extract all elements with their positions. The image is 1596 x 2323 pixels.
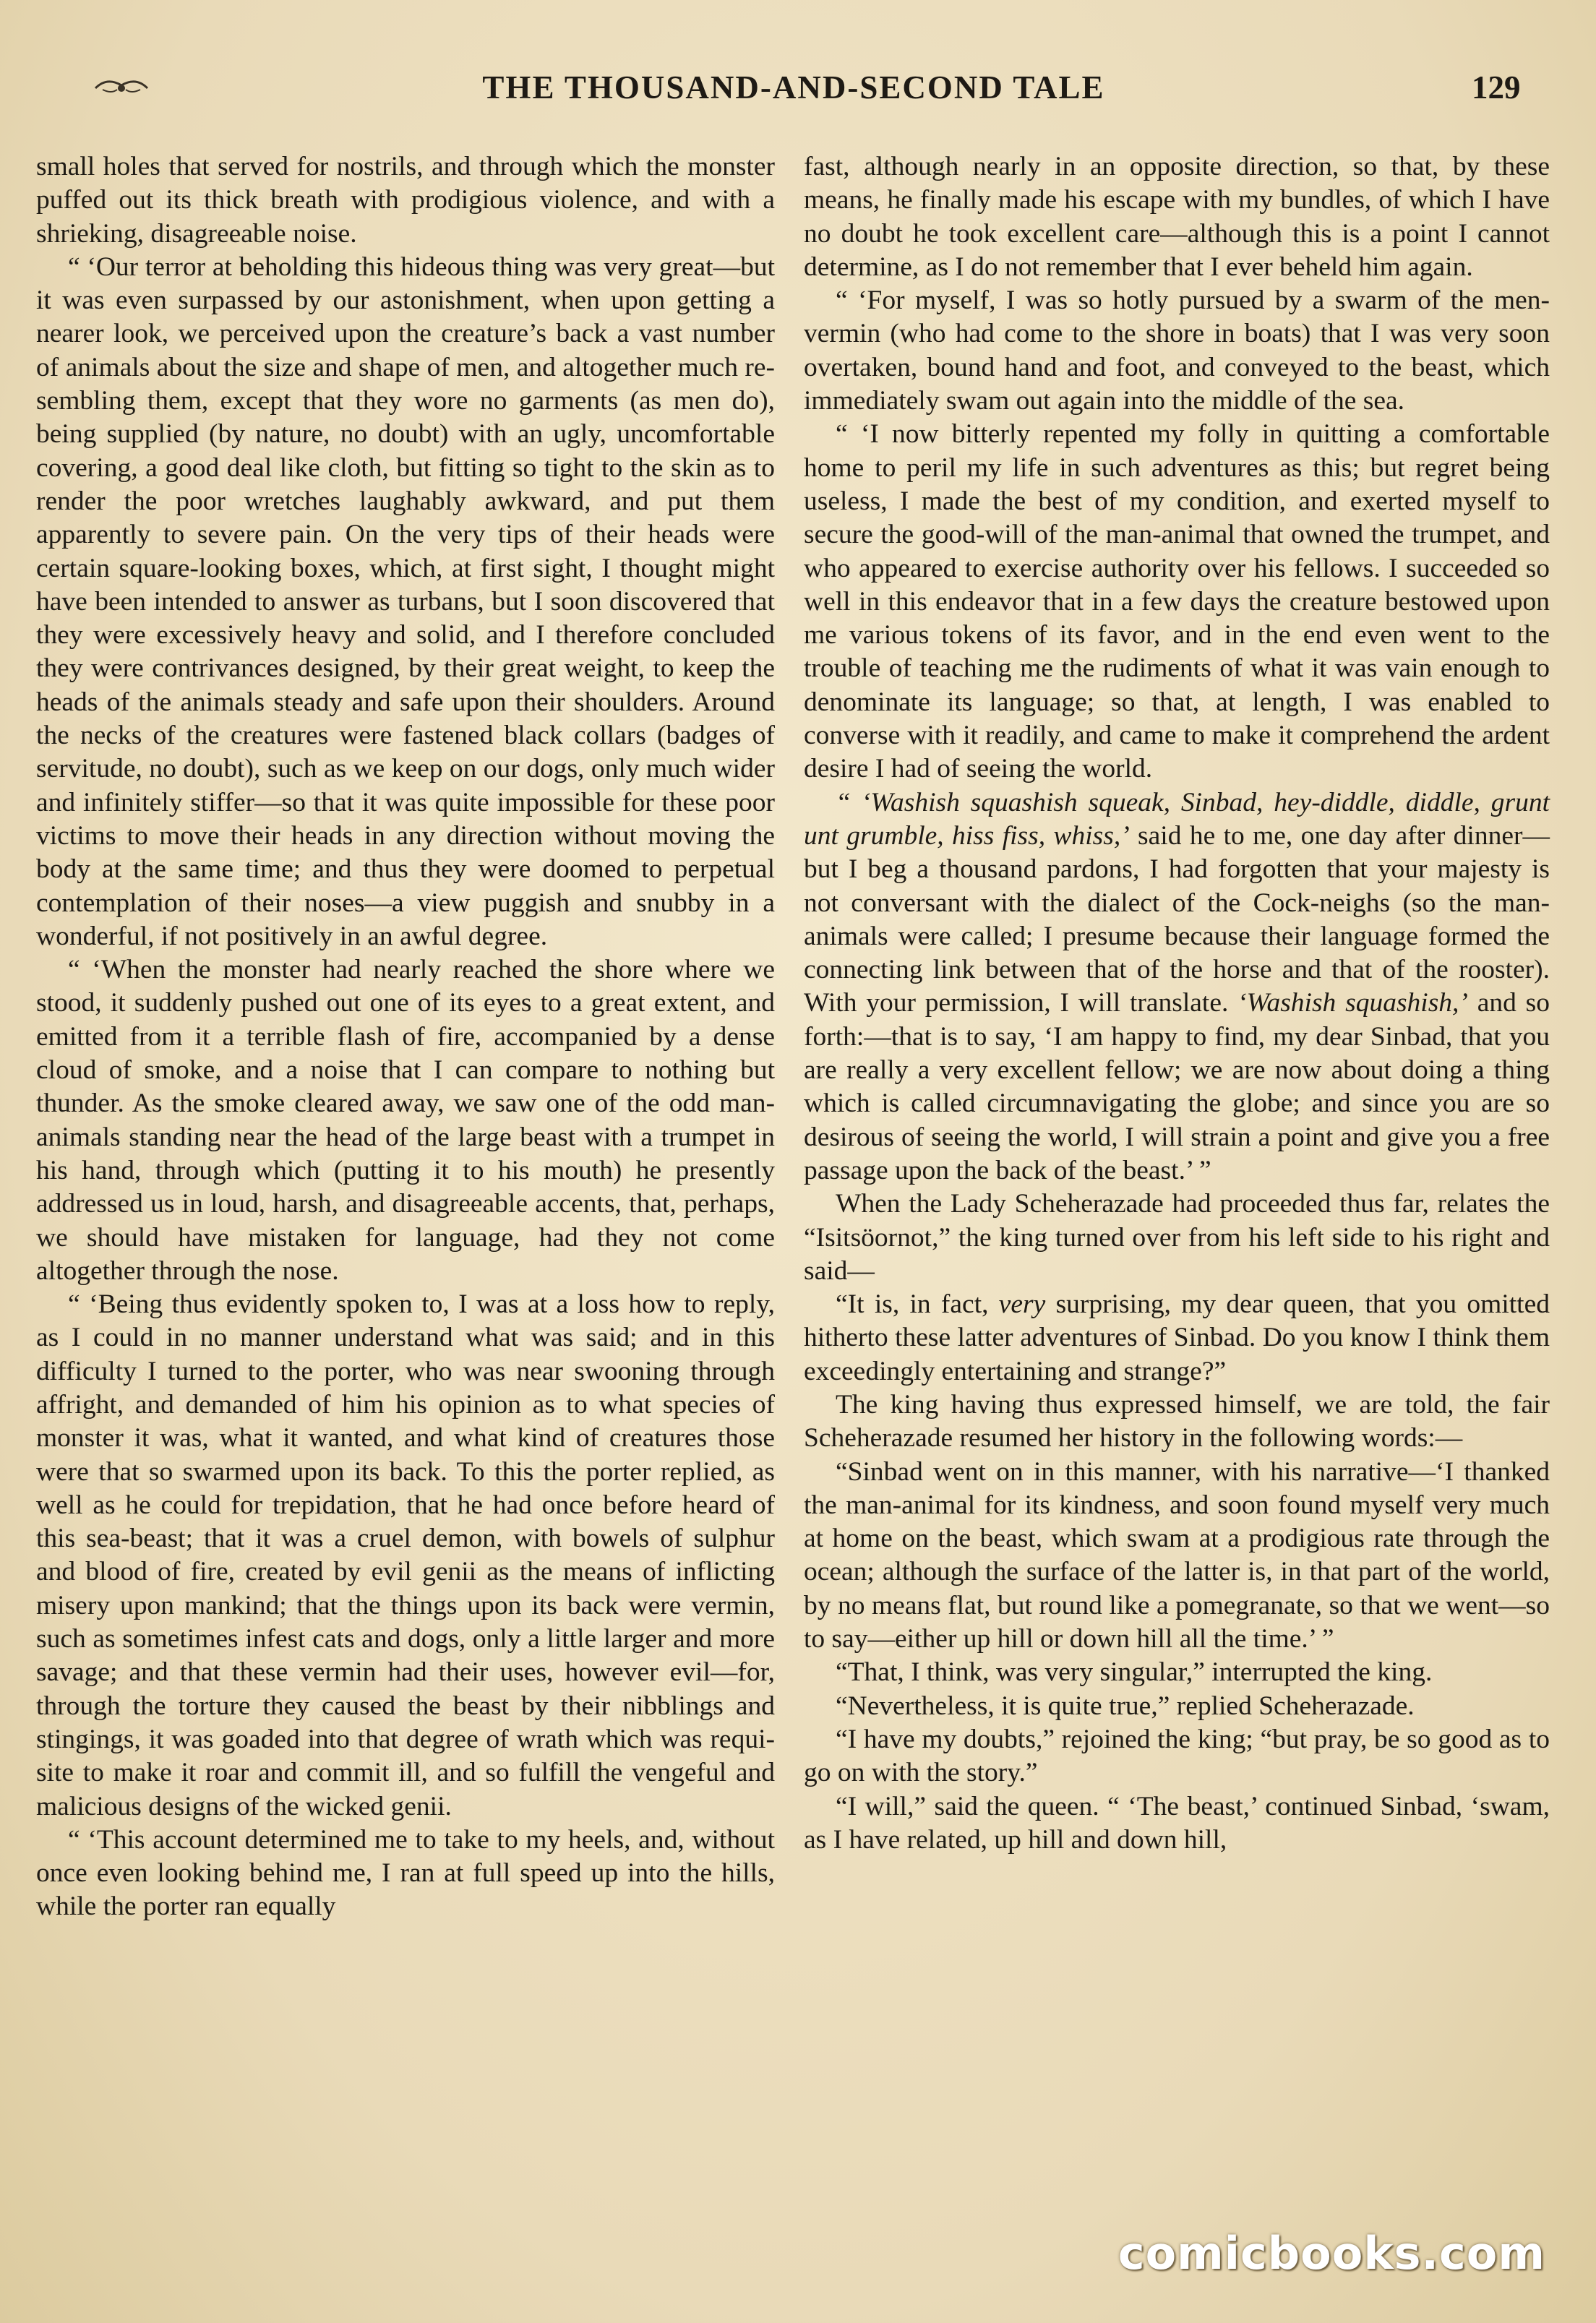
paragraph-text: “It is, in fact, <box>836 1289 999 1320</box>
watermark: comicbooks.com <box>1117 2227 1545 2280</box>
paragraph: “Nevertheless, it is quite true,” replied Scheherazade. <box>836 1691 1415 1721</box>
right-column <box>804 150 1550 1857</box>
paragraph-text: said he to me, one day after dinner—but I beg a thousand pardons, I had forgotten that your majesty is not conversant with the dialect of the Cock-neighs (so the man-animals were called; I presume because their language formed the connecting link between that of the horse and that of the rooster). With your permission, I will translate. <box>804 820 1550 1018</box>
italic-text: “ ‘Washish squashish squeak, Sinbad, hey-diddle, diddle, grunt unt grumble, hiss fiss, whiss,’ <box>804 787 1550 851</box>
paragraph: “I have my doubts,” rejoined the king; “but pray, be so good as to go on with the story.” <box>804 1724 1550 1788</box>
paragraph: “ ‘This account determined me to take to my heels, and, without once even looking behind me, I ran at full speed up into the hills, while the porter ran equally <box>36 1824 775 1922</box>
italic-text: ‘Washish squashish,’ <box>1237 988 1468 1018</box>
paragraph: small holes that served for nostrils, and through which the monster puffed out its thick breath with prodigious violence, and with a shrieking, disagreeable noise. <box>36 152 775 249</box>
page-number: 129 <box>1472 69 1521 106</box>
paragraph: fast, although nearly in an opposite direction, so that, by these means, he finally made his escape with my bundles, of which I have no doubt he took excellent care—although this is a point I cannot determine, as I do not remember that I ever beheld him again. <box>804 152 1550 282</box>
left-column <box>36 150 775 1924</box>
paragraph: The king having thus expressed himself, we are told, the fair Scheherazade resumed her history in the following words:— <box>804 1389 1550 1454</box>
paragraph-text: surprising, my dear queen, that you omitted hitherto these latter adventures of Sinbad. Do you know I think them exceedingly entertaining and strange?” <box>804 1289 1550 1386</box>
paragraph: “ ‘For myself, I was so hotly pursued by a swarm of the men-vermin (who had come to the shore in boats) that I was very soon overtaken, bound hand and foot, and conveyed to the beast, which immediately swam out again into the middle of the sea. <box>804 285 1550 416</box>
paragraph: “ ‘Being thus evidently spoken to, I was at a loss how to reply, as I could in no manner understand what was said; and in this difficulty I turned to the porter, who was near swooning through affright, and demanded of him his opinion as to what species of monster it was, what it wanted, and what kind of creatures those were that so swarmed upon its back. To this the porter replied, as well as he could for trepidation, that he had once before heard of this sea-beast; that it was a cruel demon, with bowels of sulphur and blood of fire, created by evil genii as the means of inflicting misery upon mankind; that the things upon its back were vermin, such as sometimes infest cats and dogs, only a little larger and more savage; and that these vermin had their uses, however evil—for, through the torture they caused the beast by their nibblings and stingings, it was goaded into that degree of wrath which was requisite to make it roar and commit ill, and so fulfill the vengeful and malicious designs of the wicked genii. <box>36 1289 775 1821</box>
paragraph <box>804 1288 1550 1388</box>
paragraph: “Sinbad went on in this manner, with his narrative—‘I thanked the man-animal for its kindness, and soon found myself very much at home on the beast, which swam at a prodigious rate through the ocean; although the surface of the latter is, in that part of the world, by no means flat, but round like a pomegranate, so that we went—so to say—either up hill or down hill all the time.’ ” <box>804 1456 1550 1654</box>
paragraph: “ ‘When the monster had nearly reached the shore where we stood, it suddenly pushed out one of its eyes to a great extent, and emitted from it a terrible flash of fire, accompanied by a dense cloud of smoke, and a noise that I can compare to nothing but thunder. As the smoke cleared away, we saw one of the odd man-animals standing near the head of the large beast with a trumpet in his hand, through which (putting it to his mouth) he presently addressed us in loud, harsh, and disagreeable accents, that, perhaps, we should have mistaken for language, had they not come altogether through the nose. <box>36 955 775 1286</box>
running-title: THE THOUSAND-AND-SECOND TALE <box>482 69 1105 106</box>
paragraph: “ ‘Our terror at beholding this hideous thing was very great—but it was even surpassed by our astonishment, when upon getting a nearer look, we perceived upon the creature’s back a vast number of animals about the size and shape of men, and altogether much resembling them, except that they wore no garments (as men do), being supplied (by nature, no doubt) with an ugly, uncomfortable covering, a good deal like cloth, but fitting so tight to the skin as to render the poor wretches laughably awkward, and put them apparently to severe pain. On the very tips of their heads were certain square-looking boxes, which, at first sight, I thought might have been intended to answer as turbans, but I soon discovered that they were excessively heavy and solid, and I therefore concluded they were contrivances designed, by their great weight, to keep the heads of the animals steady and safe upon their shoulders. Around the necks of the creatures were fastened black collars (badges of servitude, no doubt), such as we keep on our dogs, only much wider and infinitely stiffer—so that it was quite impossible for these poor victims to move their heads in any direction without moving the body at the same time; and thus they were doomed to perpetual contemplation of their noses—a view puggish and snubby in a wonderful, if not positively in an awful degree. <box>36 252 775 951</box>
paragraph: “That, I think, was very singular,” interrupted the king. <box>836 1657 1433 1688</box>
italic-text: very <box>998 1289 1046 1320</box>
paragraph: “ ‘I now bitterly repented my folly in quitting a comfortable home to peril my life in such adventures as this; but regret being useless, I made the best of my condition, and exerted myself to secure the good-will of the man-animal that owned the trumpet, and who appeared to exercise authority over his fellows. I succeeded so well in this endeavor that in a few days the creature bestowed upon me various tokens of its favor, and in the end even went to the trouble of teaching me the rudiments of what it was vain enough to denominate its language; so that, at length, I was enabled to converse with it readily, and came to make it comprehend the ardent desire I had of seeing the world. <box>804 419 1550 784</box>
paragraph <box>804 786 1550 1188</box>
paragraph: When the Lady Scheherazade had proceeded thus far, relates the “Isitsöornot,” the king turned over from his left side to his right and said— <box>804 1189 1550 1286</box>
page-header <box>0 69 1596 126</box>
paragraph: “I will,” said the queen. “ ‘The beast,’ continued Sinbad, ‘swam, as I have related, up hill and down hill, <box>804 1791 1550 1855</box>
paragraph-text: and so forth:—that is to say, ‘I am happy to find, my dear Sinbad, that you are really a very excellent fellow; we are now about doing a thing which is called circumnavigating the globe; and since you are so desirous of seeing the world, I will strain a point and give you a free passage upon the back of the beast.’ ” <box>804 988 1550 1185</box>
